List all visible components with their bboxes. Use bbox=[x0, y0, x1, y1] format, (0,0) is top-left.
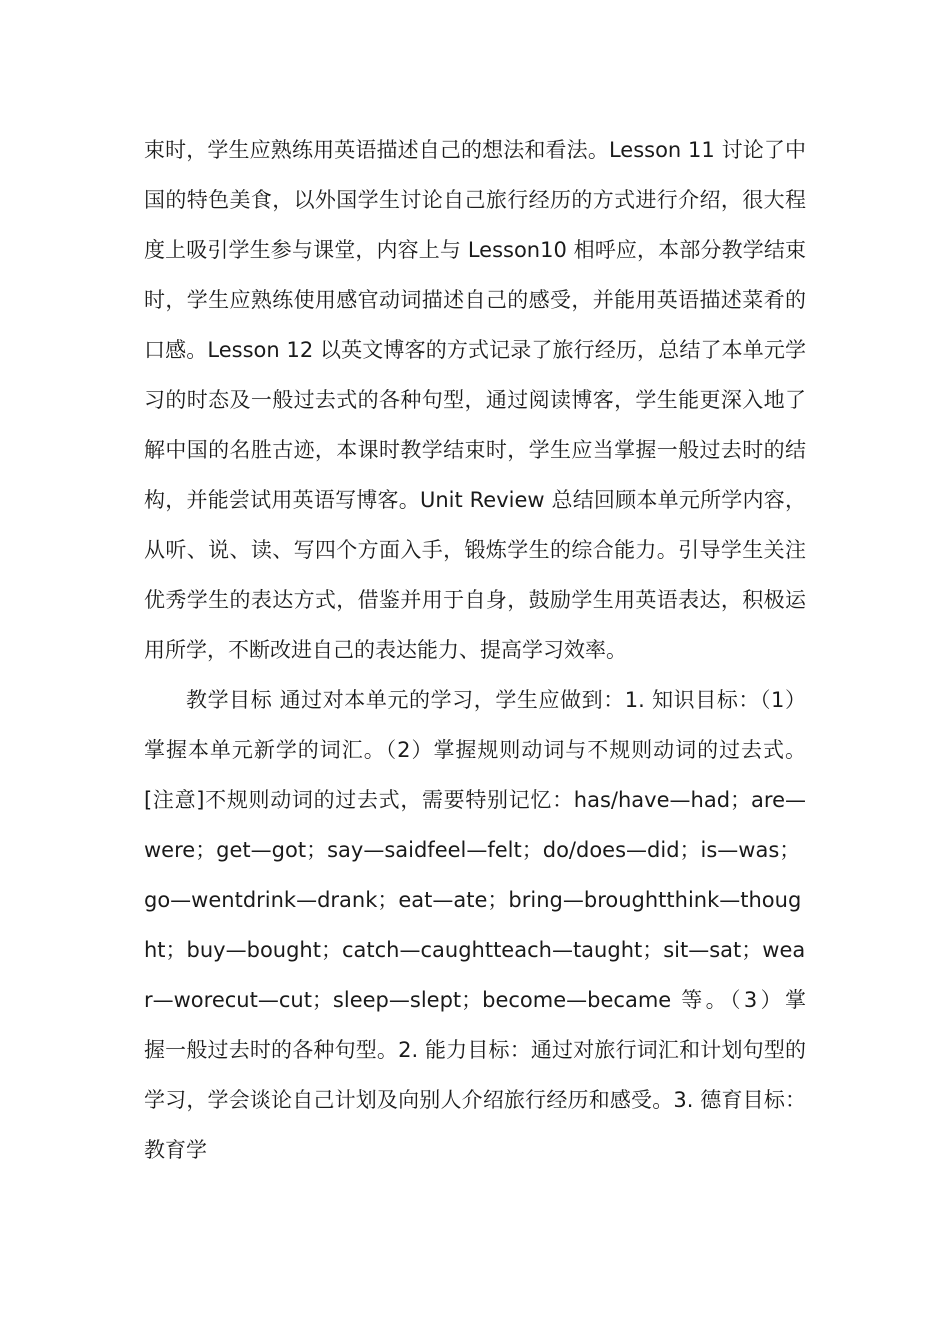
document-page bbox=[144, 125, 806, 1175]
body-paragraph: 束时，学生应熟练用英语描述自己的想法和看法。Lesson 11 讨论了中国的特色美食，以外国学生讨论自己旅行经历的方式进行介绍，很大程度上吸引学生参与课堂，内容上与 Lesson10 相呼应，本部分教学结束时，学生应熟练使用感官动词描述自己的感受，并能用英语描述菜肴的口感。Lesson 12 以英文博客的方式记录了旅行经历，总结了本单元学习的时态及一般过去式的各种句型，通过阅读博客，学生能更深入地了解中国的名胜古迹，本课时教学结束时，学生应当掌握一般过去时的结构，并能尝试用英语写博客。Unit Review 总结回顾本单元所学内容，从听、说、读、写四个方面入手，锻炼学生的综合能力。引导学生关注优秀学生的表达方式，借鉴并用于自身，鼓励学生用英语表达，积极运用所学，不断改进自己的表达能力、提高学习效率。 bbox=[144, 138, 806, 662]
teaching-objectives-paragraph: 教学目标 通过对本单元的学习，学生应做到：1. 知识目标：（1）掌握本单元新学的词汇。（2）掌握规则动词与不规则动词的过去式。[注意]不规则动词的过去式，需要特别记忆：has/have—had；are—were；get—got；say—saidfeel—felt；do/does—did；is—was；go—wentdrink—drank；eat—ate；bring—broughtthink—thought；buy—bought；catch—caughtteach—taught；sit—sat；wear—worecut—cut；sleep—slept；become—became 等。（3）掌握一般过去时的各种句型。2. 能力目标：通过对旅行词汇和计划句型的学习，学会谈论自己计划及向别人介绍旅行经历和感受。3. 德育目标：教育学 bbox=[144, 688, 806, 1162]
